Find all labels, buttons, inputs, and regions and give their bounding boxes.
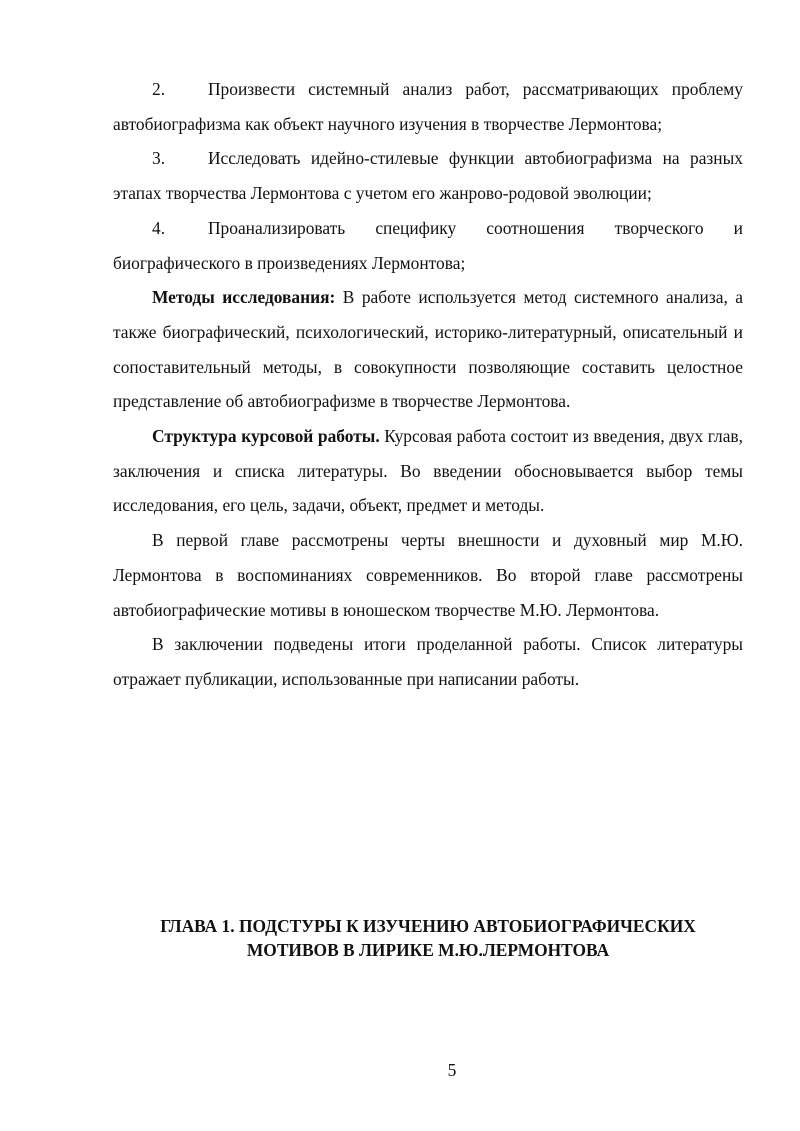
list-item-2 bbox=[113, 72, 743, 141]
methods-label: Методы исследования: bbox=[152, 287, 336, 308]
structure-paragraph bbox=[113, 419, 743, 523]
list-number: 3. bbox=[152, 148, 166, 169]
conclusion-paragraph: В заключении подведены итоги проделанной работы. Список литературы отражает публикации, использованные при написании работы. bbox=[113, 634, 743, 689]
list-number: 2. bbox=[152, 79, 166, 99]
list-item-4 bbox=[113, 211, 743, 280]
methods-text: В работе используется метод системного анализа, а также биографический, психологический, историко-литературный, описательный и сопоставительный методы, в совокупности позволяющие составить целостное представление об автобиографизме в творчестве Лермонтова. bbox=[113, 287, 743, 412]
chapters-overview-paragraph: В первой главе рассмотрены черты внешности и духовный мир М.Ю. Лермонтова в воспоминаниях современников. Во второй главе рассмотрены автобиографические мотивы в юношеском творчестве М.Ю. Лермонтова. bbox=[113, 530, 743, 620]
list-item-text: Исследовать идейно-стилевые функции автобиографизма на разных этапах творчества Лермонтова с учетом его жанрово-родовой эволюции; bbox=[113, 148, 743, 204]
page-number: 5 bbox=[447, 1060, 457, 1080]
document-body bbox=[113, 72, 743, 697]
list-item-3 bbox=[113, 141, 743, 210]
chapter-heading bbox=[113, 914, 743, 962]
list-number: 4. bbox=[152, 217, 166, 238]
structure-text: Курсовая работа состоит из введения, двух глав, заключения и списка литературы. Во введении обосновывается выбор темы исследования, его цель, задачи, объект, предмет и методы. bbox=[113, 426, 743, 516]
chapter-heading-line1: ГЛАВА 1. ПОДСТУРЫ К ИЗУЧЕНИЮ АВТОБИОГРАФИЧЕСКИХ bbox=[160, 916, 696, 936]
list-item-text: Проанализировать специфику соотношения творческого и биографического в произведениях Лермонтова; bbox=[113, 217, 743, 273]
methods-paragraph bbox=[113, 280, 743, 419]
structure-label: Структура курсовой работы. bbox=[152, 426, 380, 447]
chapter-heading-line2: МОТИВОВ В ЛИРИКЕ М.Ю.ЛЕРМОНТОВА bbox=[246, 940, 610, 960]
list-item-text: Произвести системный анализ работ, рассматривающих проблему автобиографизма как объект научного изучения в творчестве Лермонтова; bbox=[113, 79, 743, 134]
